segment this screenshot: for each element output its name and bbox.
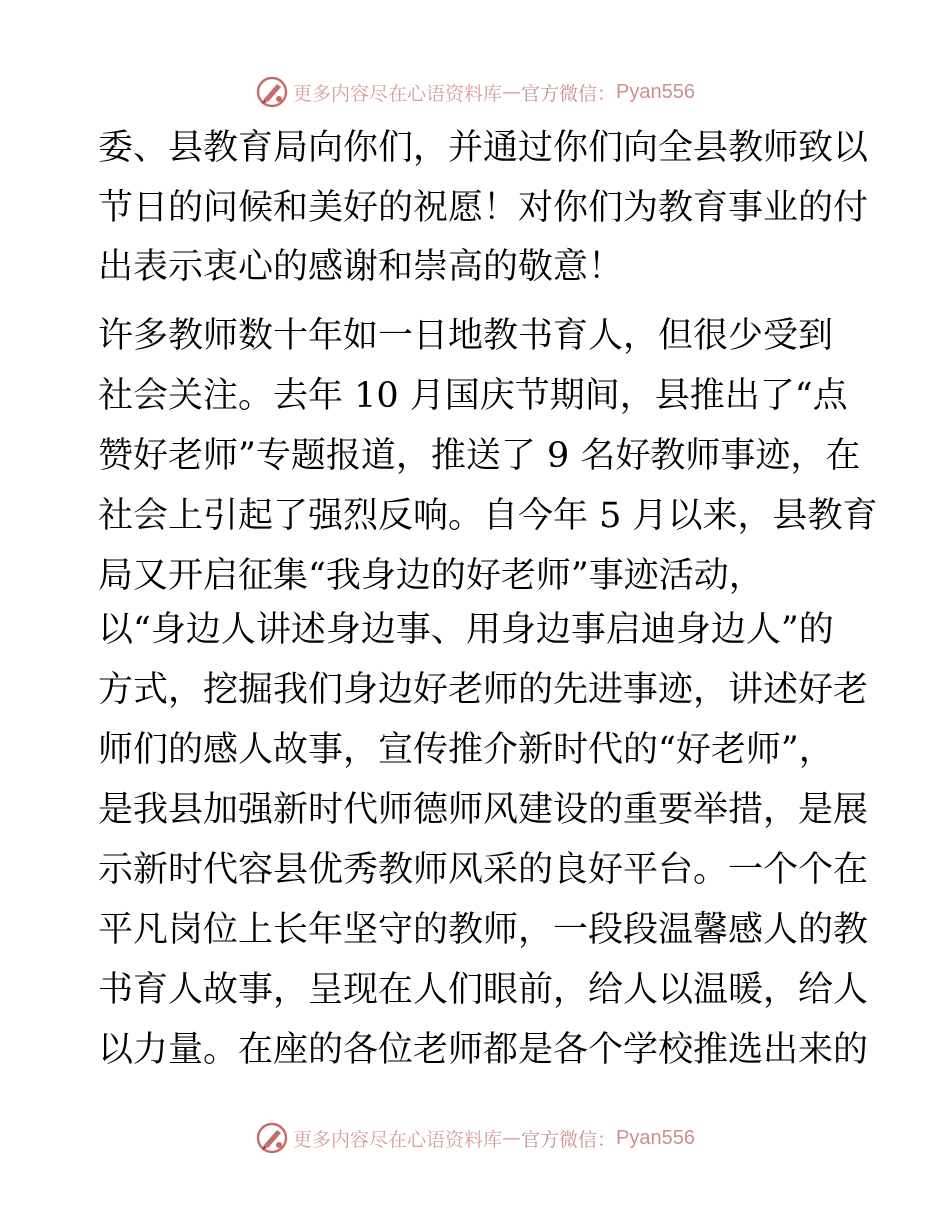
banner-wechat-label: 官方微信：: [521, 1128, 617, 1151]
text-line: 节日的问候和美好的祝愿！对你们为教育事业的付: [98, 188, 869, 228]
text-line: 以“身边人讲述身边事、用身边事启迪身边人”的: [98, 610, 834, 650]
text-line: 许多教师数十年如一日地教书育人，但很少受到: [98, 316, 834, 356]
text-line: 出表示衷心的感谢和崇高的敬意！: [98, 247, 624, 287]
banner-dash: —: [502, 1127, 522, 1149]
text-line: 社会上引起了强烈反响。自今年 5 月以来，县教育: [98, 496, 878, 536]
text-line: 师们的感人故事，宣传推介新时代的“好老师”，: [98, 730, 834, 770]
text-line: 书育人故事，呈现在人们眼前，给人以温暖，给人: [98, 970, 869, 1010]
banner-main-text: 更多内容尽在心语资料库: [293, 82, 503, 105]
text-line: 社会关注。去年 10 月国庆节期间，县推出了“点: [98, 376, 848, 416]
text-line: 是我县加强新时代师德师风建设的重要举措，是展: [98, 790, 869, 830]
text-line: 方式，挖掘我们身边好老师的先进事迹，讲述好老: [98, 670, 869, 710]
banner-wechat-id: Pyan556: [616, 1126, 695, 1149]
text-line: 示新时代容县优秀教师风采的良好平台。一个个在: [98, 850, 869, 890]
banner-wechat-id: Pyan556: [616, 80, 695, 103]
text-line: 平凡岗位上长年坚守的教师，一段段温馨感人的教: [98, 910, 869, 950]
text-line: 委、县教育局向你们，并通过你们向全县教师致以: [98, 128, 869, 168]
pen-seal-icon: [255, 1121, 289, 1155]
text-line: 赞好老师”专题报道，推送了 9 名好教师事迹，在: [98, 436, 861, 476]
text-line: 以力量。在座的各位老师都是各个学校推选出来的: [98, 1030, 869, 1070]
footer-banner: [0, 1118, 950, 1158]
banner-dash: —: [502, 81, 522, 103]
text-line: 局又开启征集“我身边的好老师”事迹活动，: [98, 556, 764, 596]
banner-wechat-label: 官方微信：: [521, 82, 617, 105]
banner-main-text: 更多内容尽在心语资料库: [293, 1128, 503, 1151]
